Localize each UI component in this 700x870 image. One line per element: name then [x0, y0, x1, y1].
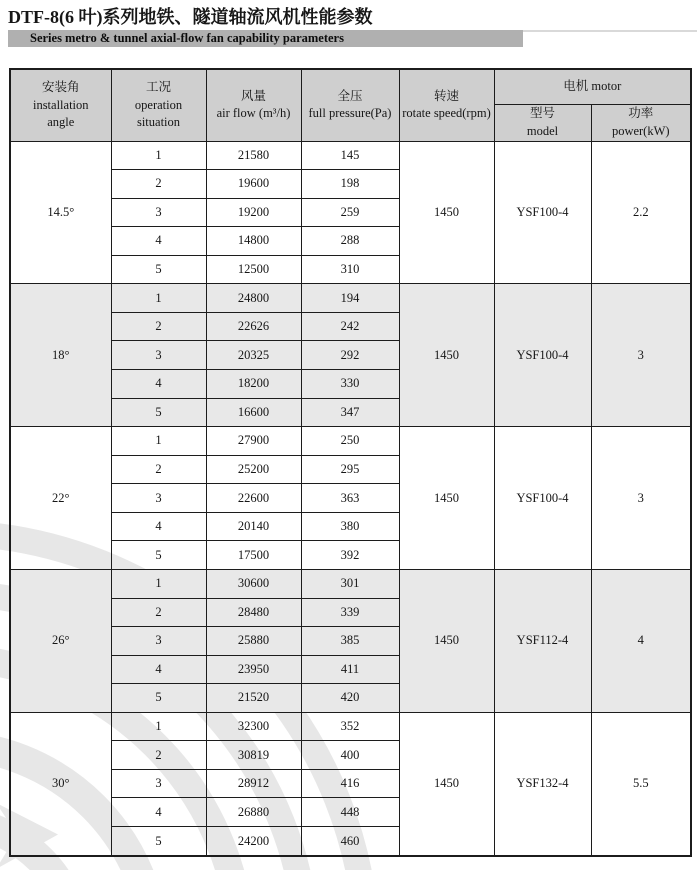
model-cell: YSF100-4 — [494, 284, 591, 427]
airflow-cell: 17500 — [206, 541, 301, 570]
situation-cell: 3 — [111, 198, 206, 227]
power-cell: 3 — [591, 427, 691, 570]
power-cell: 3 — [591, 284, 691, 427]
situation-cell: 4 — [111, 655, 206, 684]
situation-cell: 5 — [111, 827, 206, 857]
airflow-cell: 30600 — [206, 569, 301, 598]
situation-cell: 4 — [111, 512, 206, 541]
header-motor-power: 功率 power(kW) — [591, 104, 691, 141]
situation-cell: 5 — [111, 255, 206, 284]
pressure-cell: 448 — [301, 798, 399, 827]
pressure-cell: 380 — [301, 512, 399, 541]
pressure-cell: 420 — [301, 684, 399, 713]
group-14-5deg — [10, 141, 691, 284]
airflow-cell: 19600 — [206, 170, 301, 199]
situation-cell: 5 — [111, 684, 206, 713]
angle-cell: 14.5° — [10, 141, 111, 284]
airflow-cell: 28912 — [206, 769, 301, 798]
pressure-cell: 198 — [301, 170, 399, 199]
airflow-cell: 21520 — [206, 684, 301, 713]
situation-cell: 3 — [111, 627, 206, 656]
airflow-cell: 19200 — [206, 198, 301, 227]
angle-cell: 22° — [10, 427, 111, 570]
airflow-cell: 24800 — [206, 284, 301, 313]
pressure-cell: 288 — [301, 227, 399, 256]
angle-cell: 26° — [10, 569, 111, 712]
situation-cell: 5 — [111, 541, 206, 570]
header-motor: 电机 motor — [494, 69, 691, 104]
pressure-cell: 392 — [301, 541, 399, 570]
table-row — [10, 141, 691, 170]
airflow-cell: 25880 — [206, 627, 301, 656]
fan-parameters-table — [9, 68, 692, 857]
situation-cell: 3 — [111, 341, 206, 370]
airflow-cell: 22600 — [206, 484, 301, 513]
airflow-cell: 28480 — [206, 598, 301, 627]
pressure-cell: 352 — [301, 712, 399, 741]
airflow-cell: 24200 — [206, 827, 301, 857]
table-row — [10, 427, 691, 456]
pressure-cell: 292 — [301, 341, 399, 370]
table-header — [10, 69, 691, 141]
pressure-cell: 363 — [301, 484, 399, 513]
airflow-cell: 14800 — [206, 227, 301, 256]
situation-cell: 1 — [111, 427, 206, 456]
pressure-cell: 242 — [301, 312, 399, 341]
page-subtitle: Series metro & tunnel axial-flow fan capability parameters — [30, 31, 344, 45]
situation-cell: 5 — [111, 398, 206, 427]
pressure-cell: 295 — [301, 455, 399, 484]
header-operation-situation: 工况 operation situation — [111, 69, 206, 141]
pressure-cell: 400 — [301, 741, 399, 770]
subtitle-bar — [8, 30, 523, 47]
model-cell: YSF100-4 — [494, 427, 591, 570]
table-row — [10, 712, 691, 741]
situation-cell: 2 — [111, 170, 206, 199]
speed-cell: 1450 — [399, 284, 494, 427]
power-cell: 2.2 — [591, 141, 691, 284]
header-rotate-speed: 转速 rotate speed(rpm) — [399, 69, 494, 141]
group-30deg — [10, 712, 691, 856]
pressure-cell: 250 — [301, 427, 399, 456]
pressure-cell: 301 — [301, 569, 399, 598]
group-22deg — [10, 427, 691, 570]
situation-cell: 1 — [111, 569, 206, 598]
airflow-cell: 27900 — [206, 427, 301, 456]
header-installation-angle: 安装角 installation angle — [10, 69, 111, 141]
situation-cell: 2 — [111, 598, 206, 627]
model-cell: YSF132-4 — [494, 712, 591, 856]
situation-cell: 1 — [111, 712, 206, 741]
pressure-cell: 339 — [301, 598, 399, 627]
power-cell: 5.5 — [591, 712, 691, 856]
speed-cell: 1450 — [399, 141, 494, 284]
airflow-cell: 22626 — [206, 312, 301, 341]
situation-cell: 3 — [111, 484, 206, 513]
table-row — [10, 284, 691, 313]
header-full-pressure: 全压 full pressure(Pa) — [301, 69, 399, 141]
model-cell: YSF112-4 — [494, 569, 591, 712]
pressure-cell: 347 — [301, 398, 399, 427]
situation-cell: 2 — [111, 455, 206, 484]
situation-cell: 1 — [111, 141, 206, 170]
speed-cell: 1450 — [399, 427, 494, 570]
airflow-cell: 23950 — [206, 655, 301, 684]
page-title: DTF-8(6 叶)系列地铁、隧道轴流风机性能参数 — [8, 7, 373, 27]
airflow-cell: 12500 — [206, 255, 301, 284]
pressure-cell: 194 — [301, 284, 399, 313]
situation-cell: 4 — [111, 798, 206, 827]
pressure-cell: 385 — [301, 627, 399, 656]
pressure-cell: 411 — [301, 655, 399, 684]
header-motor-model: 型号 model — [494, 104, 591, 141]
airflow-cell: 20325 — [206, 341, 301, 370]
speed-cell: 1450 — [399, 569, 494, 712]
pressure-cell: 460 — [301, 827, 399, 857]
situation-cell: 4 — [111, 227, 206, 256]
group-26deg — [10, 569, 691, 712]
speed-cell: 1450 — [399, 712, 494, 856]
airflow-cell: 20140 — [206, 512, 301, 541]
situation-cell: 2 — [111, 312, 206, 341]
header-air-flow: 风量 air flow (m³/h) — [206, 69, 301, 141]
airflow-cell: 32300 — [206, 712, 301, 741]
model-cell: YSF100-4 — [494, 141, 591, 284]
pressure-cell: 310 — [301, 255, 399, 284]
airflow-cell: 21580 — [206, 141, 301, 170]
subtitle-extension-line — [523, 30, 697, 32]
airflow-cell: 16600 — [206, 398, 301, 427]
airflow-cell: 18200 — [206, 370, 301, 399]
table-row — [10, 569, 691, 598]
pressure-cell: 259 — [301, 198, 399, 227]
situation-cell: 2 — [111, 741, 206, 770]
pressure-cell: 416 — [301, 769, 399, 798]
angle-cell: 30° — [10, 712, 111, 856]
situation-cell: 4 — [111, 370, 206, 399]
power-cell: 4 — [591, 569, 691, 712]
angle-cell: 18° — [10, 284, 111, 427]
airflow-cell: 26880 — [206, 798, 301, 827]
group-18deg — [10, 284, 691, 427]
situation-cell: 3 — [111, 769, 206, 798]
pressure-cell: 330 — [301, 370, 399, 399]
pressure-cell: 145 — [301, 141, 399, 170]
situation-cell: 1 — [111, 284, 206, 313]
airflow-cell: 25200 — [206, 455, 301, 484]
airflow-cell: 30819 — [206, 741, 301, 770]
